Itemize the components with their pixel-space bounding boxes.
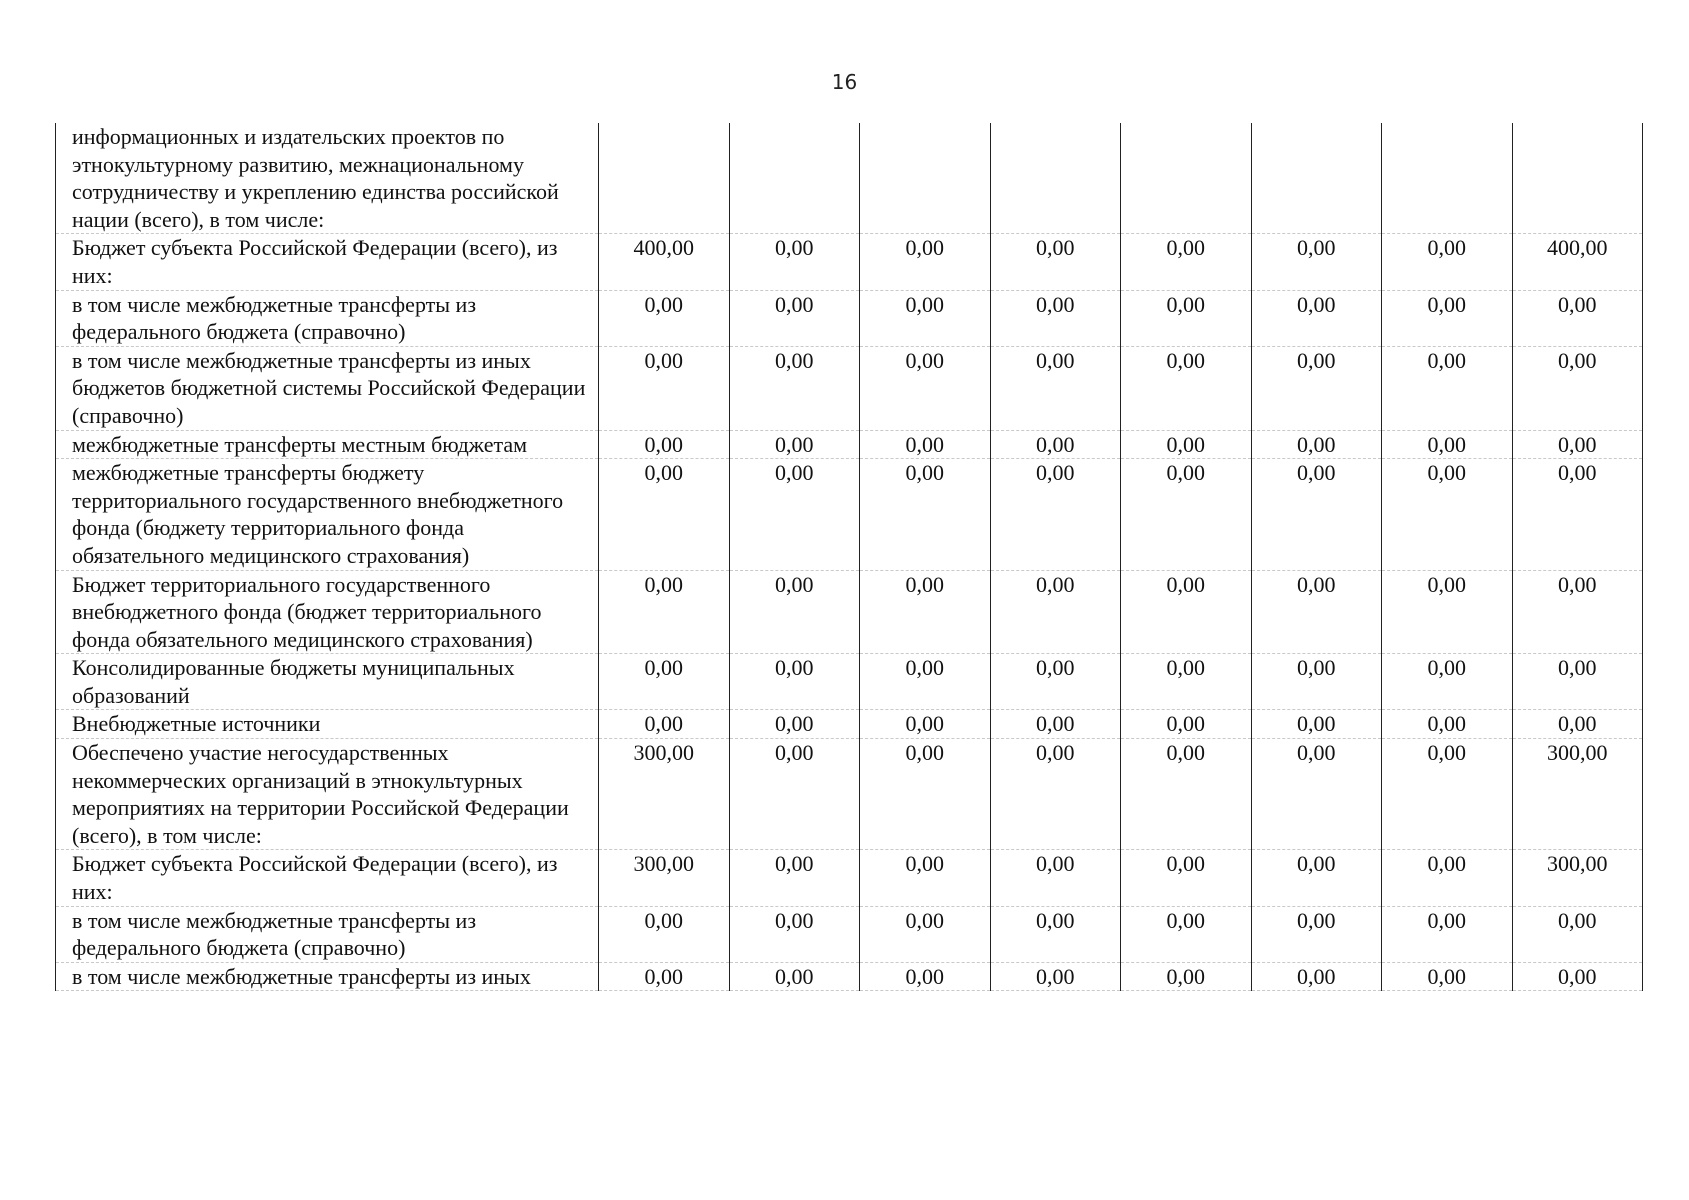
value-cell — [860, 123, 991, 234]
value-cell: 0,00 — [1251, 346, 1382, 430]
value-cell: 0,00 — [1382, 710, 1513, 739]
value-cell: 0,00 — [1251, 290, 1382, 346]
value-cell: 0,00 — [990, 234, 1121, 290]
value-cell: 0,00 — [729, 850, 860, 906]
value-cell: 0,00 — [860, 570, 991, 654]
value-cell: 0,00 — [729, 710, 860, 739]
value-cell — [990, 123, 1121, 234]
value-cell — [1121, 123, 1252, 234]
value-cell: 0,00 — [1121, 234, 1252, 290]
value-cell: 0,00 — [1251, 850, 1382, 906]
value-cell: 0,00 — [729, 459, 860, 570]
value-cell — [1382, 123, 1513, 234]
row-label: Обеспечено участие негосударственных некоммерческих организаций в этнокультурных мероприятиях на территории Российской Федерации (всего), в том числе: — [56, 739, 599, 850]
table-row — [56, 570, 1643, 654]
value-cell: 0,00 — [860, 654, 991, 710]
value-cell: 0,00 — [1382, 654, 1513, 710]
value-cell: 0,00 — [729, 654, 860, 710]
row-label: Консолидированные бюджеты муниципальных образований — [56, 654, 599, 710]
value-cell: 0,00 — [860, 906, 991, 962]
value-cell: 0,00 — [990, 570, 1121, 654]
value-cell: 0,00 — [1121, 346, 1252, 430]
value-cell: 0,00 — [860, 962, 991, 991]
table-row — [56, 459, 1643, 570]
value-cell: 0,00 — [599, 570, 730, 654]
value-cell: 0,00 — [990, 290, 1121, 346]
value-cell: 0,00 — [860, 346, 991, 430]
value-cell: 0,00 — [990, 850, 1121, 906]
value-cell: 0,00 — [729, 234, 860, 290]
table-row — [56, 654, 1643, 710]
table-row — [56, 290, 1643, 346]
value-cell: 0,00 — [1382, 430, 1513, 459]
value-cell: 0,00 — [599, 654, 730, 710]
value-cell: 0,00 — [1121, 906, 1252, 962]
value-cell: 0,00 — [1512, 710, 1643, 739]
value-cell: 0,00 — [990, 654, 1121, 710]
value-cell: 0,00 — [1121, 962, 1252, 991]
budget-table-body — [56, 123, 1643, 991]
value-cell: 0,00 — [1121, 739, 1252, 850]
value-cell: 0,00 — [990, 346, 1121, 430]
value-cell: 0,00 — [1382, 962, 1513, 991]
value-cell: 300,00 — [599, 739, 730, 850]
value-cell: 0,00 — [860, 739, 991, 850]
value-cell: 400,00 — [599, 234, 730, 290]
value-cell: 0,00 — [729, 906, 860, 962]
value-cell — [729, 123, 860, 234]
value-cell: 0,00 — [1251, 459, 1382, 570]
row-label: Внебюджетные источники — [56, 710, 599, 739]
value-cell: 0,00 — [1251, 654, 1382, 710]
value-cell: 0,00 — [599, 962, 730, 991]
value-cell: 0,00 — [729, 290, 860, 346]
value-cell: 0,00 — [599, 710, 730, 739]
value-cell: 0,00 — [1121, 290, 1252, 346]
value-cell — [1512, 123, 1643, 234]
value-cell: 0,00 — [860, 710, 991, 739]
value-cell: 0,00 — [1512, 906, 1643, 962]
row-label: в том числе межбюджетные трансферты из федерального бюджета (справочно) — [56, 906, 599, 962]
table-row — [56, 962, 1643, 991]
value-cell: 0,00 — [599, 459, 730, 570]
value-cell: 0,00 — [990, 459, 1121, 570]
row-label: в том числе межбюджетные трансферты из иных бюджетов бюджетной системы Российской Федерации (справочно) — [56, 346, 599, 430]
value-cell — [1251, 123, 1382, 234]
table-row — [56, 123, 1643, 234]
value-cell: 0,00 — [1251, 906, 1382, 962]
value-cell: 0,00 — [860, 234, 991, 290]
value-cell: 0,00 — [1382, 346, 1513, 430]
value-cell: 0,00 — [1251, 570, 1382, 654]
table-row — [56, 346, 1643, 430]
value-cell: 0,00 — [1121, 570, 1252, 654]
row-label: межбюджетные трансферты бюджету территориального государственного внебюджетного фонда (бюджету территориального фонда обязательного медицинского страхования) — [56, 459, 599, 570]
value-cell: 0,00 — [1121, 459, 1252, 570]
row-label: в том числе межбюджетные трансферты из федерального бюджета (справочно) — [56, 290, 599, 346]
value-cell: 0,00 — [1382, 570, 1513, 654]
value-cell: 0,00 — [1251, 962, 1382, 991]
row-label: Бюджет субъекта Российской Федерации (всего), из них: — [56, 234, 599, 290]
page-number: 16 — [831, 70, 858, 94]
value-cell: 0,00 — [1512, 459, 1643, 570]
value-cell: 0,00 — [1512, 570, 1643, 654]
table-row — [56, 739, 1643, 850]
table-row — [56, 430, 1643, 459]
value-cell: 0,00 — [1382, 290, 1513, 346]
value-cell: 0,00 — [990, 430, 1121, 459]
value-cell: 0,00 — [1251, 430, 1382, 459]
value-cell: 0,00 — [1512, 346, 1643, 430]
value-cell: 0,00 — [1251, 234, 1382, 290]
value-cell: 0,00 — [1251, 739, 1382, 850]
value-cell: 0,00 — [1512, 654, 1643, 710]
value-cell: 0,00 — [990, 962, 1121, 991]
value-cell: 0,00 — [990, 906, 1121, 962]
row-label: в том числе межбюджетные трансферты из иных — [56, 962, 599, 991]
value-cell: 0,00 — [1121, 710, 1252, 739]
value-cell: 0,00 — [1121, 654, 1252, 710]
value-cell: 0,00 — [729, 962, 860, 991]
table-row — [56, 850, 1643, 906]
value-cell: 0,00 — [860, 290, 991, 346]
value-cell: 0,00 — [1512, 962, 1643, 991]
value-cell: 400,00 — [1512, 234, 1643, 290]
value-cell: 0,00 — [1121, 850, 1252, 906]
value-cell: 0,00 — [1382, 906, 1513, 962]
value-cell: 0,00 — [1382, 234, 1513, 290]
value-cell: 0,00 — [860, 430, 991, 459]
value-cell: 0,00 — [729, 346, 860, 430]
row-label: Бюджет субъекта Российской Федерации (всего), из них: — [56, 850, 599, 906]
row-label: информационных и издательских проектов по этнокультурному развитию, межнациональному сотрудничеству и укреплению единства российской нации (всего), в том числе: — [56, 123, 599, 234]
row-label: межбюджетные трансферты местным бюджетам — [56, 430, 599, 459]
table-row — [56, 906, 1643, 962]
table-row — [56, 234, 1643, 290]
value-cell: 0,00 — [1251, 710, 1382, 739]
value-cell: 0,00 — [990, 710, 1121, 739]
value-cell: 0,00 — [1382, 739, 1513, 850]
value-cell: 0,00 — [990, 739, 1121, 850]
value-cell: 0,00 — [1512, 290, 1643, 346]
value-cell: 0,00 — [599, 906, 730, 962]
value-cell: 0,00 — [599, 430, 730, 459]
value-cell: 0,00 — [729, 430, 860, 459]
value-cell: 300,00 — [1512, 739, 1643, 850]
row-label: Бюджет территориального государственного внебюджетного фонда (бюджет территориального фонда обязательного медицинского страхования) — [56, 570, 599, 654]
value-cell: 0,00 — [1382, 459, 1513, 570]
value-cell: 0,00 — [1121, 430, 1252, 459]
value-cell: 300,00 — [1512, 850, 1643, 906]
budget-table — [55, 123, 1643, 991]
value-cell: 0,00 — [599, 290, 730, 346]
value-cell: 300,00 — [599, 850, 730, 906]
value-cell: 0,00 — [729, 570, 860, 654]
value-cell — [599, 123, 730, 234]
value-cell: 0,00 — [860, 850, 991, 906]
value-cell: 0,00 — [860, 459, 991, 570]
value-cell: 0,00 — [1382, 850, 1513, 906]
table-row — [56, 710, 1643, 739]
value-cell: 0,00 — [729, 739, 860, 850]
value-cell: 0,00 — [599, 346, 730, 430]
value-cell: 0,00 — [1512, 430, 1643, 459]
